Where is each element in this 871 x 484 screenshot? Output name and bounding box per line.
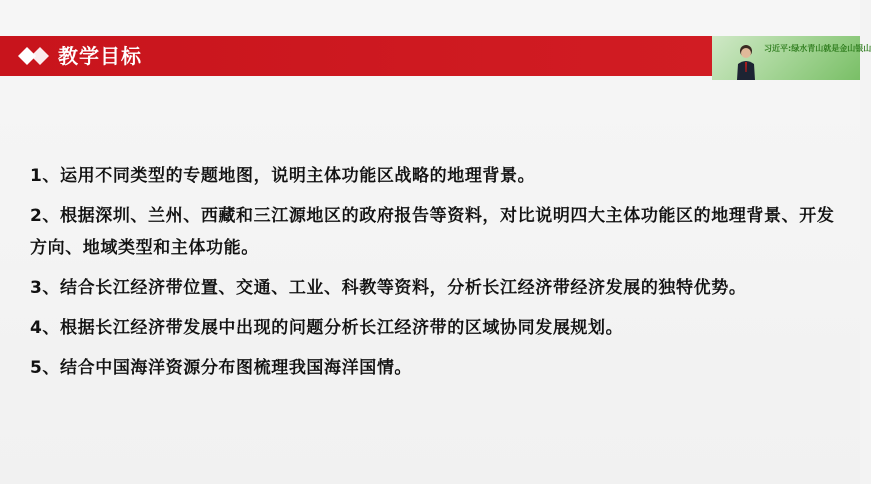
objective-item-3: 3、结合长江经济带位置、交通、工业、科教等资料，分析长江经济带经济发展的独特优势。 xyxy=(30,278,747,298)
objective-item-4: 4、根据长江经济带发展中出现的问题分析长江经济带的区域协同发展规划。 xyxy=(30,318,624,338)
objective-item-2: 2、根据深圳、兰州、西藏和三江源地区的政府报告等资料，对比说明四大主体功能区的地理背景、开发方向、地域类型和主体功能。 xyxy=(30,206,835,258)
banner-slogan-text: 习近平:绿水青山就是金山银山 xyxy=(764,44,871,53)
double-diamond-icon xyxy=(18,45,52,67)
objective-item-1: 1、运用不同类型的专题地图，说明主体功能区战略的地理背景。 xyxy=(30,166,536,186)
person-figure-icon xyxy=(736,44,756,80)
section-header-bar xyxy=(0,36,718,76)
slogan-banner-image xyxy=(712,36,871,80)
objective-item-5: 5、结合中国海洋资源分布图梳理我国海洋国情。 xyxy=(30,358,413,378)
objectives-list xyxy=(30,160,840,392)
section-title: 教学目标 xyxy=(58,44,142,68)
